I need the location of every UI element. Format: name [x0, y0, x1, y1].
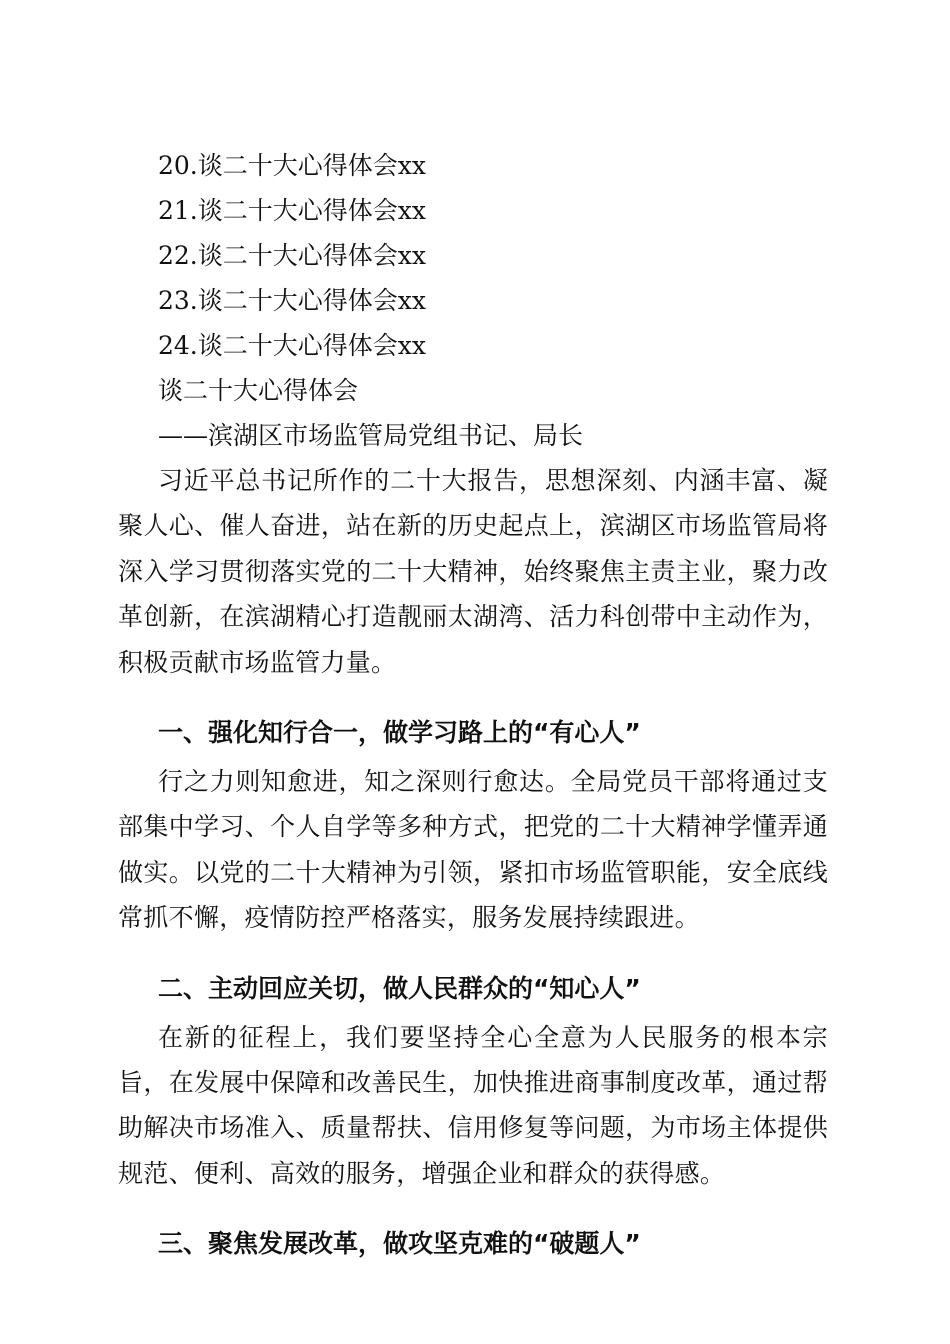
intro-paragraph: 习近平总书记所作的二十大报告，思想深刻、内涵丰富、凝聚人心、催人奋进，站在新的历史起点上，滨湖区市场监管局将深入学习贯彻落实党的二十大精神，始终聚焦主责主业，聚力改革创新，在滨湖精心打造靓丽太湖湾、活力科创带中主动作为，积极贡献市场监管力量。 — [118, 466, 828, 677]
section-heading-3: 三、聚焦发展改革，做攻坚克难的“破题人” — [158, 1229, 641, 1259]
toc-item-21: 21.谈二十大心得体会xx — [158, 196, 426, 225]
article-byline: ——滨湖区市场监管局党组书记、局长 — [158, 421, 584, 450]
toc-item-24: 24.谈二十大心得体会xx — [158, 331, 426, 360]
toc-list — [118, 143, 828, 368]
document-content — [118, 143, 828, 1266]
toc-item-22: 22.谈二十大心得体会xx — [158, 241, 426, 270]
section-body-1: 行之力则知愈进，知之深则行愈达。全局党员干部将通过支部集中学习、个人自学等多种方式，把党的二十大精神学懂弄通做实。以党的二十大精神为引领，紧扣市场监管职能，安全底线常抓不懈，疫情防控严格落实，服务发展持续跟进。 — [118, 767, 828, 933]
toc-item-23: 23.谈二十大心得体会xx — [158, 286, 426, 315]
section-heading-1: 一、强化知行合一，做学习路上的“有心人” — [158, 718, 641, 748]
article-title: 谈二十大心得体会 — [158, 376, 359, 405]
section-body-2: 在新的征程上，我们要坚持全心全意为人民服务的根本宗旨，在发展中保障和改善民生，加快推进商事制度改革，通过帮助解决市场准入、质量帮扶、信用修复等问题，为市场主体提供规范、便利、高效的服务，增强企业和群众的获得感。 — [118, 1022, 828, 1188]
section-heading-2: 二、主动回应关切，做人民群众的“知心人” — [158, 973, 641, 1003]
toc-item-20: 20.谈二十大心得体会xx — [158, 151, 426, 180]
